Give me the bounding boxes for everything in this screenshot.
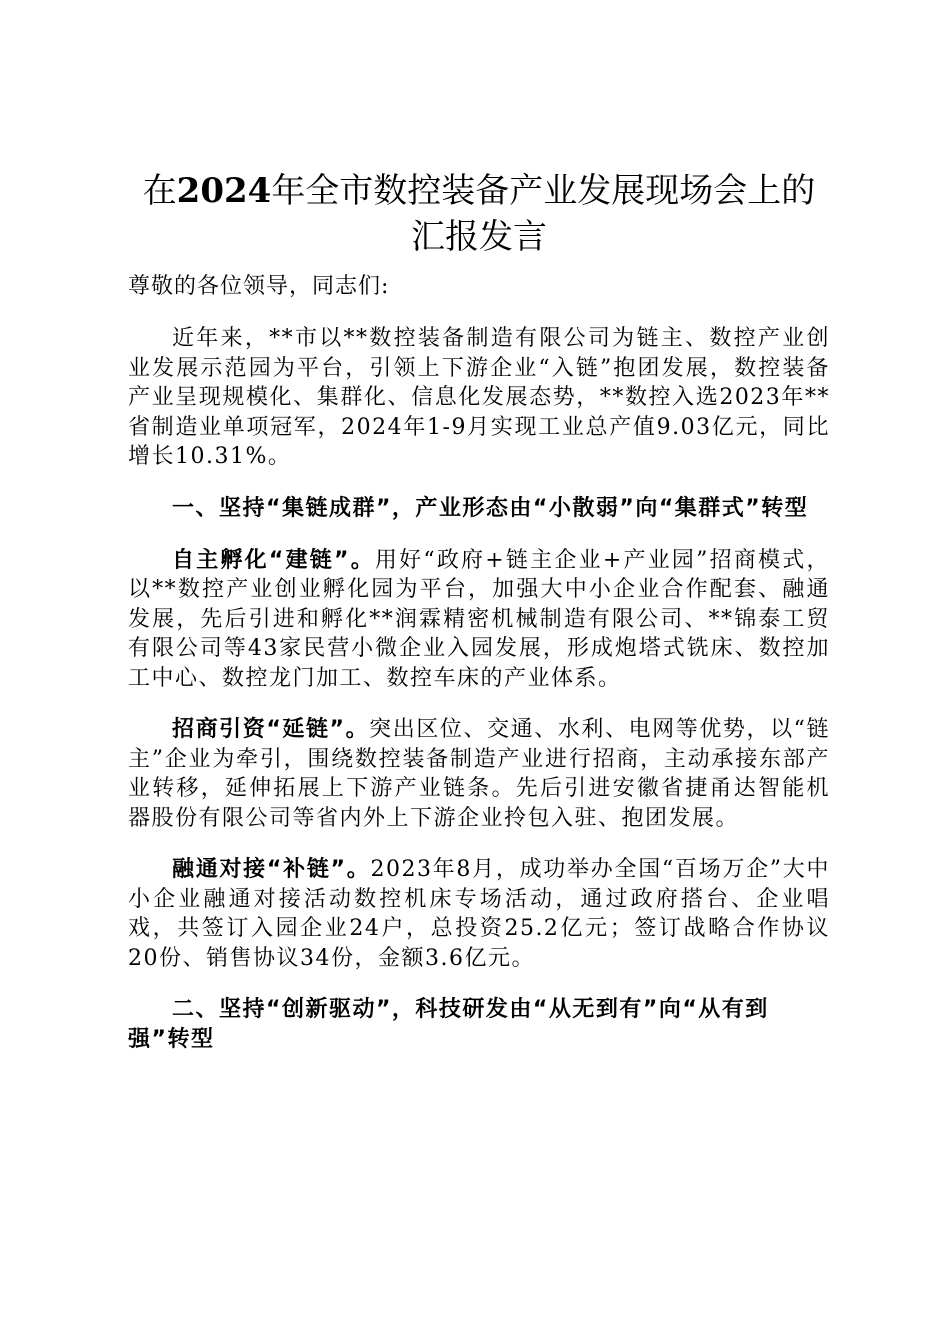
document-title	[128, 168, 830, 260]
section1-item-3	[128, 855, 830, 973]
item-body: 2023年8月，成功举办全国“百场万企”大中小企业融通对接活动数控机床专场活动，通过政府搭台、企业唱戏，共签订入园企业24户，总投资25.2亿元；签订战略合作协议20份、销售协议34份，金额3.6亿元。	[128, 857, 830, 971]
section1-heading: 一、坚持“集链成群”，产业形态由“小散弱”向“集群式”转型	[172, 495, 809, 521]
item-lead: 自主孵化“建链”。	[172, 547, 375, 573]
item-lead: 招商引资“延链”。	[172, 717, 370, 742]
salutation: 尊敬的各位领导，同志们:	[128, 274, 390, 299]
item-body: 用好“政府+链主企业+产业园”招商模式，以**数控产业创业孵化园为平台，加强大中小企业合作配套、融通发展，先后引进和孵化**润霖精密机械制造有限公司、**锦泰工贸有限公司等43家民营小微企业入园发展，形成炮塔式铣床、数控加工中心、数控龙门加工、数控车床的产业体系。	[128, 547, 830, 691]
title-prefix: 在	[142, 171, 177, 211]
title-line2: 汇报发言	[411, 217, 547, 257]
document-page	[128, 168, 830, 1055]
section2-heading: 二、坚持“创新驱动”，科技研发由“从无到有”向“从有到强”转型	[128, 997, 769, 1052]
section1-item-2	[128, 715, 830, 833]
section1-item-1	[128, 546, 830, 694]
title-year: 2024	[176, 171, 272, 211]
intro-paragraph: 近年来，**市以**数控装备制造有限公司为链主、数控产业创业发展示范园为平台，引领上下游企业“入链”抱团发展，数控装备产业呈现规模化、集群化、信息化发展态势，**数控入选2023年**省制造业单项冠军，2024年1-9月实现工业总产值9.03亿元，同比增长10.31%。	[128, 326, 830, 469]
item-body: 突出区位、交通、水利、电网等优势，以“链主”企业为牵引，围绕数控装备制造产业进行招商，主动承接东部产业转移，延伸拓展上下游产业链条。先后引进安徽省捷甬达智能机器股份有限公司等省内外上下游企业拎包入驻、抱团发展。	[128, 717, 831, 831]
title-line1-rest: 年全市数控装备产业发展现场会上的	[271, 171, 816, 211]
item-lead: 融通对接“补链”。	[172, 857, 371, 882]
